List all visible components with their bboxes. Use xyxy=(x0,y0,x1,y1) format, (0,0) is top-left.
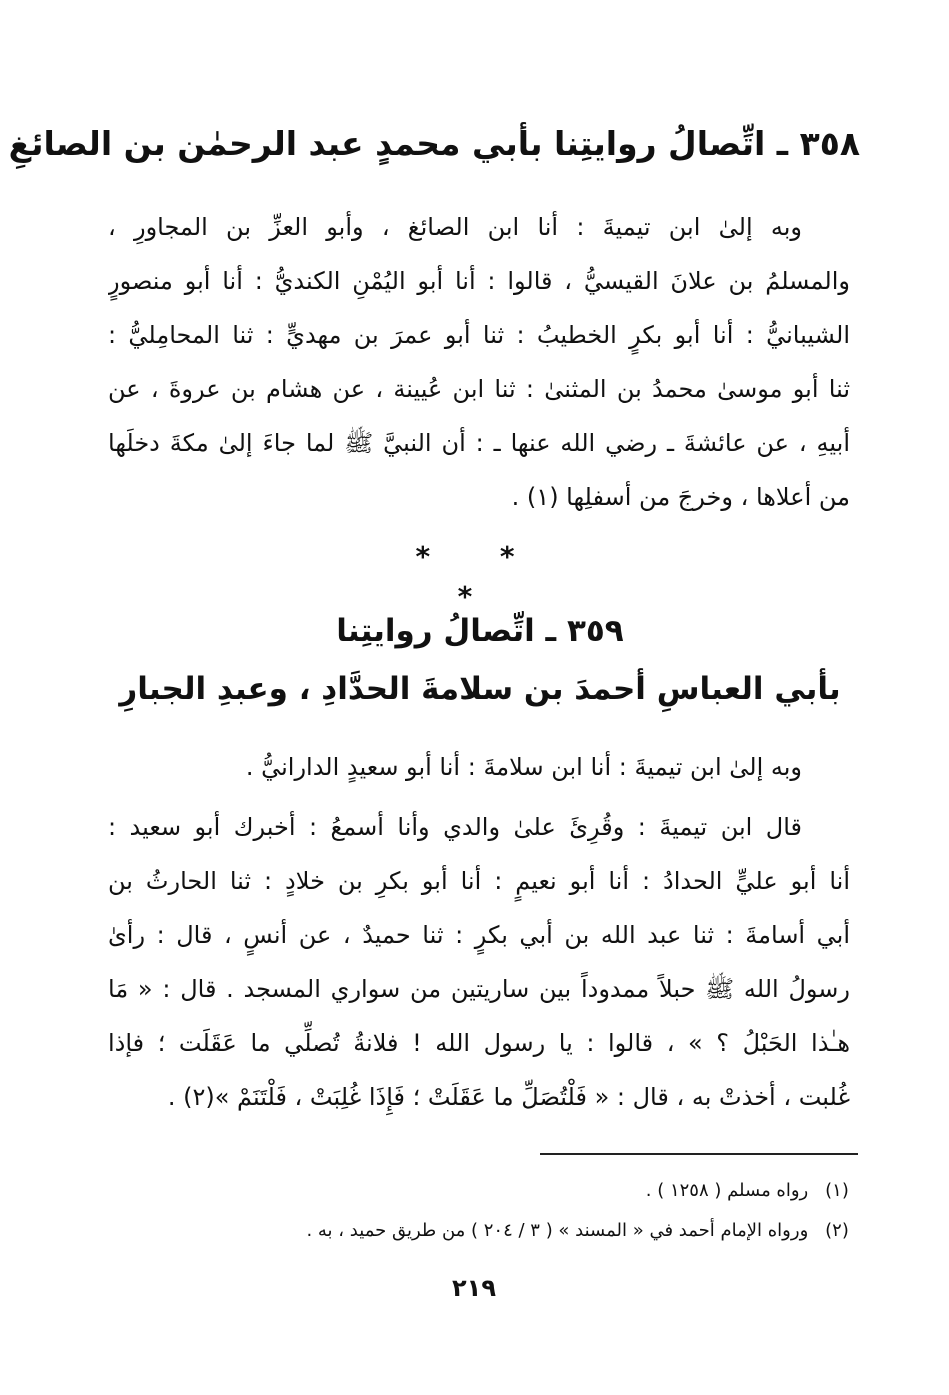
footnote-text: رواه مسلم ( ١٢٥٨ ) . xyxy=(645,1180,809,1201)
paragraph-line: وبه إلىٰ ابن تيميةَ : أنا ابن سلامةَ : أنا أبو سعيدٍ الدارانيُّ . xyxy=(245,753,802,781)
paragraph-line: أبي أسامةَ : ثنا عبد الله بن أبي بكرٍ : ثنا حميدٌ ، عن أنسٍ ، قال : رأىٰ xyxy=(108,921,850,949)
footnote-number: (١) xyxy=(825,1180,849,1201)
paragraph-line: غُلبت ، أخذتْ به ، قال : « فَلْتُصَلِّ ما عَقَلَتْ ؛ فَإِذَا غُلِبَتْ ، فَلْتَنَمْ »(٢) . xyxy=(167,1083,850,1111)
paragraph-line: هـٰذا الحَبْلُ ؟ » ، قالوا : يا رسول الله ! فلانةُ تُصلِّي ما عَقَلَت ؛ فإذا xyxy=(108,1029,850,1057)
footnote-divider xyxy=(540,1153,858,1155)
footnote-text: ورواه الإمام أحمد في « المسند » ( ٣ / ٢٠٤ ) من طريق حميد ، به . xyxy=(306,1220,809,1241)
paragraph-line: ثنا أبو موسىٰ محمدُ بن المثنىٰ : ثنا ابن عُيينة ، عن هشام بن عروةَ ، عن xyxy=(108,375,850,403)
paragraph-line: أنا أبو عليٍّ الحدادُ : أنا أبو نعيمٍ : أنا أبو بكرِ بن خلادٍ : ثنا الحارثُ بن xyxy=(108,867,850,895)
section-359-intro xyxy=(108,740,850,794)
section-358-paragraph xyxy=(108,200,850,524)
paragraph-line: والمسلمُ بن علانَ القيسيُّ ، قالوا : أنا أبو اليُمْنِ الكنديُّ : أنا أبو منصورٍ xyxy=(108,267,850,295)
paragraph-line: رسولُ الله ﷺ حبلاً ممدوداً بين ساريتين من سواري المسجد . قال : « مَا xyxy=(108,975,850,1003)
section-359-heading-line2: بأبي العباسِ أحمدَ بن سلامةَ الحدَّادِ ، وعبدِ الجبارِ xyxy=(119,671,841,707)
section-359-paragraph xyxy=(108,800,850,1124)
footnote-number: (٢) xyxy=(825,1220,849,1241)
section-358-heading: ٣٥٨ ـ اتِّصالُ روايتِنا بأبي محمدٍ عبد الرحمٰن بن الصائغِ xyxy=(8,124,860,163)
section-separator: * * * xyxy=(415,540,545,613)
paragraph-line: وبه إلىٰ ابن تيميةَ : أنا ابن الصائغ ، وأبو العزِّ بن المجاورِ ، xyxy=(108,213,802,241)
paragraph-line: من أعلاها ، وخرجَ من أسفلِها (١) . xyxy=(511,483,850,511)
paragraph-line: أبيهِ ، عن عائشةَ ـ رضي الله عنها ـ : أن النبيَّ ﷺ لما جاءَ إلىٰ مكةَ دخلَها xyxy=(108,429,850,457)
footnote-2 xyxy=(180,1216,860,1246)
paragraph-line: الشيبانيُّ : أنا أبو بكرٍ الخطيبُ : ثنا أبو عمرَ بن مهديٍّ : ثنا المحامِليُّ : xyxy=(108,321,850,349)
section-359-heading-line1: ٣٥٩ ـ اتِّصالُ روايتِنا xyxy=(336,613,624,649)
footnote-1 xyxy=(180,1176,860,1206)
paragraph-line: قال ابن تيميةَ : وقُرِئَ علىٰ والدي وأنا أسمعُ : أخبرك أبو سعيد : xyxy=(108,813,802,841)
page-number: ٢١٩ xyxy=(452,1274,496,1302)
